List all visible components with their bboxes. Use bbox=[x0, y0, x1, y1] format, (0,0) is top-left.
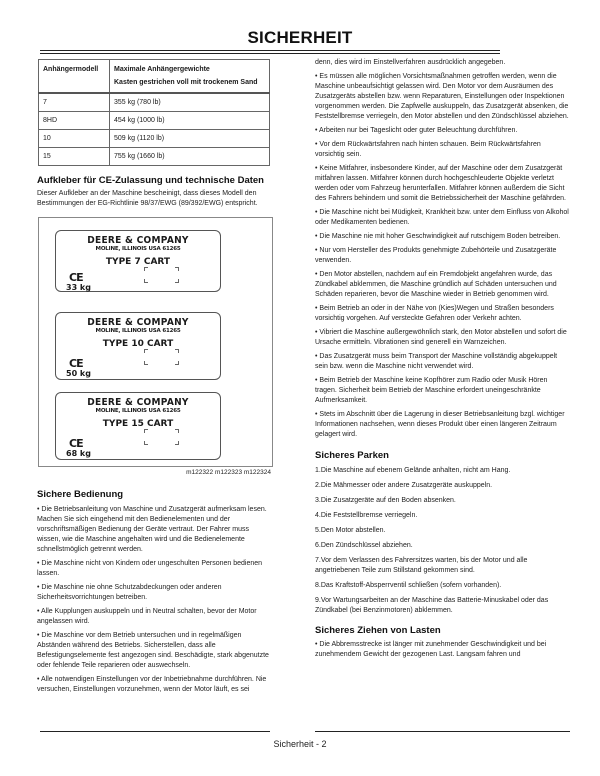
trailer-weight-table bbox=[38, 59, 270, 166]
ce-mark-icon: CE bbox=[69, 271, 83, 284]
cell-weight: 454 kg (1000 lb) bbox=[110, 112, 270, 130]
right-column bbox=[315, 58, 570, 660]
list-item: • Es müssen alle möglichen Vorsichtsmaßnahmen getroffen werden, wenn die Maschine unbeaufsichtigt gelassen wird. Den Motor vor dem Ausräumen des Zusatzgeräts abstellen bzw. wenn Reparaturen, Einstellungen oder Inspektionen vorgenommen werden. Die Zapfwelle auskuppeln, das Zusatzgerät absenken, die Feststellbremse verriegeln, den Motor abstellen und den Zündschlüssel abziehen. bbox=[315, 73, 569, 120]
cell-model: 15 bbox=[39, 148, 110, 166]
page-footer: Sicherheit - 2 bbox=[273, 739, 327, 749]
header-weight-line1: Maximale Anhängergewichte bbox=[114, 66, 210, 73]
list-item: • Das Zusatzgerät muss beim Transport der Maschine vollständig abgekuppelt sein bzw. wenn die Maschine nicht verwendet wird. bbox=[315, 353, 558, 370]
list-item: • Vibriert die Maschine außergewöhnlich stark, den Motor abstellen und sofort die Ursache ermitteln. Vibrationen sind generell ein Warnzeichen. bbox=[315, 329, 567, 346]
cell-model: 10 bbox=[39, 130, 110, 148]
numbered-step: 7.Vor dem Verlassen des Fahrersitzes warten, bis der Motor und alle angetriebenen Teile zum Stillstand gekommen sind. bbox=[315, 557, 528, 574]
numbered-step: 2.Die Mähmesser oder andere Zusatzgeräte auskuppeln. bbox=[315, 482, 493, 489]
ce-section-intro: Dieser Aufkleber an der Maschine bescheinigt, dass dieses Modell den Bestimmungen der EG-Richtlinie 98/37/EWG (89/392/EWG) entspricht. bbox=[37, 190, 258, 207]
footer-rule bbox=[315, 731, 570, 732]
page-title: SICHERHEIT bbox=[247, 28, 353, 47]
table-row bbox=[39, 148, 270, 166]
decal-company: DEERE & COMPANY bbox=[87, 317, 189, 328]
table-row bbox=[39, 130, 270, 148]
ce-decal-figure bbox=[38, 217, 273, 467]
cell-model: 8HD bbox=[39, 112, 110, 130]
list-item: • Vor dem Rückwärtsfahren nach hinten schauen. Beim Rückwärtsfahren vorsichtig sein. bbox=[315, 141, 541, 158]
cell-model: 7 bbox=[39, 93, 110, 112]
left-column bbox=[37, 59, 270, 695]
decal-company: DEERE & COMPANY bbox=[87, 397, 189, 408]
serial-plate-placeholder bbox=[144, 429, 179, 445]
footer-rule bbox=[40, 731, 270, 732]
serial-plate-placeholder bbox=[144, 267, 179, 283]
serial-plate-placeholder bbox=[144, 349, 179, 365]
figure-ids: m122322 m122323 m122324 bbox=[186, 469, 271, 476]
list-item: • Keine Mitfahrer, insbesondere Kinder, auf der Maschine oder dem Zusatzgerät mitfahren lassen. Mitfahrer können durch hochgeschleuderte Objekte verletzt werden oder vom Fahrzeug herunterfallen. Mitfahrer können außerdem die Sicht des Fahrers behindern und somit die Betriebssicherheit der Maschine gefährden. bbox=[315, 165, 566, 202]
title-rule bbox=[40, 50, 500, 51]
list-item: • Arbeiten nur bei Tageslicht oder guter Beleuchtung durchführen. bbox=[315, 127, 518, 134]
list-item: • Die Abbremsstrecke ist länger mit zunehmender Geschwindigkeit und bei zunehmendem Gewicht der gezogenen Last. Langsam fahren und bbox=[315, 641, 547, 658]
list-item: • Stets im Abschnitt über die Lagerung in dieser Betriebsanleitung bzgl. wichtiger Informationen nachsehen, wenn dieses Produkt über einen längeren Zeitraum gelagert wird. bbox=[315, 411, 565, 438]
decal-mass: 33 kg bbox=[66, 283, 91, 292]
ce-decal-type-7 bbox=[55, 230, 221, 292]
list-item: • Den Motor abstellen, nachdem auf ein Fremdobjekt angefahren wurde, das Zündkabel abklemmen, die Maschine gründlich auf Schäden untersuchen und Schäden reparieren, bevor die Maschine wieder in Betrieb genommen wird. bbox=[315, 271, 557, 298]
list-item: • Beim Betrieb der Maschine keine Kopfhörer zum Radio oder Musik Hören tragen. Sicherheit beim Betrieb der Maschine erfordert uneingeschränkte Aufmerksamkeit. bbox=[315, 377, 548, 404]
decal-company: DEERE & COMPANY bbox=[87, 235, 189, 246]
numbered-step: 9.Vor Wartungsarbeiten an der Maschine das Batterie-Minuskabel oder das Zündkabel (bei Benzinmotoren) abklemmen. bbox=[315, 597, 549, 614]
cell-weight: 355 kg (780 lb) bbox=[110, 93, 270, 112]
decal-type: TYPE 15 CART bbox=[102, 419, 174, 429]
numbered-step: 4.Die Feststellbremse verriegeln. bbox=[315, 512, 418, 519]
list-item: • Beim Betrieb an oder in der Nähe von (Kies)Wegen und Straßen besonders vorsichtig vorgehen. Auf versteckte Gefahren oder Verkehr achten. bbox=[315, 305, 554, 322]
sichere-bedienung-heading: Sichere Bedienung bbox=[37, 489, 124, 500]
ce-mark-icon: CE bbox=[69, 437, 83, 450]
table-row bbox=[39, 112, 270, 130]
header-model: Anhängermodell bbox=[39, 60, 110, 94]
numbered-step: 5.Den Motor abstellen. bbox=[315, 527, 386, 534]
decal-type: TYPE 7 CART bbox=[105, 257, 171, 267]
list-item: • Alle Kupplungen auskuppeln und in Neutral schalten, bevor der Motor angelassen wird. bbox=[37, 608, 257, 625]
list-item: • Die Betriebsanleitung von Maschine und Zusatzgerät aufmerksam lesen. Machen Sie sich eingehend mit den Bedienelementen und der vorschriftsmäßigen Bedienung der Geräte vertraut. Der Fahrer muss wissen, wie die Maschine angehalten wird und die Bedienelemente schnellstmöglich getrennt werden. bbox=[37, 506, 267, 553]
sicheres-ziehen-heading: Sicheres Ziehen von Lasten bbox=[315, 625, 441, 636]
list-item: • Die Maschine nie mit hoher Geschwindigkeit auf rutschigem Boden betreiben. bbox=[315, 233, 561, 240]
decal-mass: 50 kg bbox=[66, 369, 91, 378]
cell-weight: 755 kg (1660 lb) bbox=[110, 148, 270, 166]
numbered-step: 1.Die Maschine auf ebenem Gelände anhalten, nicht am Hang. bbox=[315, 467, 511, 474]
sicheres-parken-heading: Sicheres Parken bbox=[315, 450, 389, 461]
ce-decal-type-10 bbox=[55, 312, 221, 380]
ce-decal-type-15 bbox=[55, 392, 221, 460]
list-item: • Die Maschine nicht bei Müdigkeit, Krankheit bzw. unter dem Einfluss von Alkohol oder Medikamenten bedienen. bbox=[315, 209, 569, 226]
decal-address: MOLINE, ILLINOIS USA 61265 bbox=[95, 246, 181, 252]
ce-mark-icon: CE bbox=[69, 357, 83, 370]
list-item: • Die Maschine nie ohne Schutzabdeckungen oder anderen Sicherheitsvorrichtungen betreiben. bbox=[37, 584, 222, 601]
table-row bbox=[39, 93, 270, 112]
cell-weight: 509 kg (1120 lb) bbox=[110, 130, 270, 148]
list-item: • Nur vom Hersteller des Produkts genehmigte Zubehörteile und Zusatzgeräte verwenden. bbox=[315, 247, 557, 264]
decal-mass: 68 kg bbox=[66, 449, 91, 458]
header-weight bbox=[110, 60, 270, 94]
decal-address: MOLINE, ILLINOIS USA 61265 bbox=[95, 408, 181, 414]
list-item: • Alle notwendigen Einstellungen vor der Inbetriebnahme durchführen. Nie versuchen, Einstellungen vorzunehmen, wenn der Motor läuft, es sei bbox=[37, 676, 267, 693]
list-item-continued: denn, dies wird im Einstellverfahren ausdrücklich angegeben. bbox=[315, 59, 506, 66]
decal-type: TYPE 10 CART bbox=[102, 339, 174, 349]
header-weight-line2: Kasten gestrichen voll mit trockenem Sand bbox=[114, 79, 258, 86]
list-item: • Die Maschine nicht von Kindern oder ungeschulten Personen bedienen lassen. bbox=[37, 560, 263, 577]
decal-address: MOLINE, ILLINOIS USA 61265 bbox=[95, 328, 181, 334]
numbered-step: 3.Die Zusatzgeräte auf den Boden absenken. bbox=[315, 497, 456, 504]
title-rule bbox=[40, 53, 500, 54]
numbered-step: 8.Das Kraftstoff-Absperrventil schließen (sofern vorhanden). bbox=[315, 582, 502, 589]
table-header-row bbox=[39, 60, 270, 94]
list-item: • Die Maschine vor dem Betrieb untersuchen und in regelmäßigen Abständen während des Betriebs. Sicherstellen, dass alle Befestigungselemente fest angezogen sind. Beschädigte, stark abgenutzte oder fehlende Teile reparieren oder auswechseln. bbox=[37, 632, 269, 669]
numbered-step: 6.Den Zündschlüssel abziehen. bbox=[315, 542, 413, 549]
ce-section-heading: Aufkleber für CE-Zulassung und technische Daten bbox=[37, 175, 264, 186]
